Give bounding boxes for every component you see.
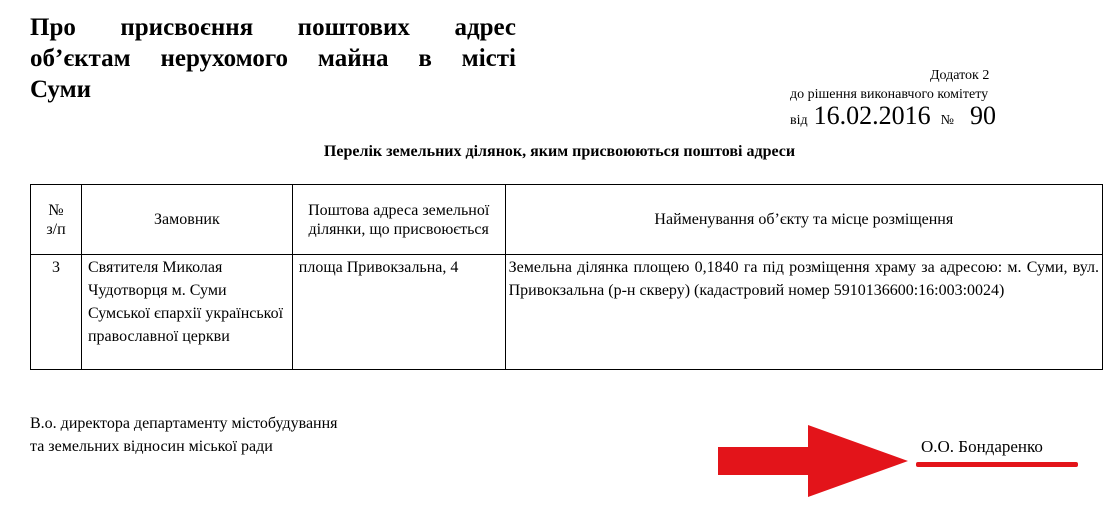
title-line-2	[30, 43, 516, 74]
red-underline-mark	[916, 462, 1078, 467]
parcels-table	[30, 184, 1103, 370]
annex-subtitle: до рішення виконавчого комітету	[790, 87, 989, 102]
red-arrow-icon	[718, 425, 908, 497]
table-header-row	[31, 185, 1103, 255]
arrow-shape	[718, 425, 908, 497]
annex-number: 90	[969, 101, 996, 130]
document-title	[30, 12, 516, 105]
header-number: № з/п	[31, 185, 82, 255]
title-word: присвоєння	[120, 14, 254, 41]
table-row	[31, 255, 1103, 370]
annex-date: 16.02.2016	[813, 101, 931, 130]
title-word: в	[418, 45, 432, 72]
signer-name: О.О. Бондаренко	[921, 437, 1043, 456]
title-line-3: Суми	[30, 76, 92, 103]
title-word: адрес	[454, 14, 516, 41]
header-description: Найменування об’єкту та місце розміщення	[505, 185, 1102, 255]
annex-date-line	[790, 103, 1050, 130]
cell-number: 3	[31, 255, 82, 370]
title-word: об’єктам	[30, 45, 131, 72]
annex-from-word: від	[790, 113, 808, 128]
cell-description: Земельна ділянка площею 0,1840 га під розміщення храму за адресою: м. Суми, вул. Привокзальна (р-н скверу) (кадастровий номер 5910136600:16:003:0024)	[505, 255, 1102, 370]
title-word: Про	[30, 14, 76, 41]
parcels-table-wrapper	[30, 184, 1103, 370]
signer-position	[30, 412, 338, 458]
annex-number-sign: №	[940, 113, 954, 128]
title-word: нерухомого	[160, 45, 289, 72]
title-word: майна	[317, 45, 389, 72]
title-word: поштових	[297, 14, 410, 41]
annex-block	[790, 66, 1050, 130]
title-word: місті	[461, 45, 516, 72]
signer-line-2: та земельних відносин міської ради	[30, 438, 273, 455]
header-customer: Замовник	[81, 185, 292, 255]
header-address: Поштова адреса земельної ділянки, що присвоюється	[292, 185, 505, 255]
annex-label: Додаток 2	[930, 68, 990, 83]
cell-customer: Святителя Миколая Чудотворця м. Суми Сумської єпархії української православної церкви	[81, 255, 292, 370]
signer-line-1: В.о. директора департаменту містобудування	[30, 415, 338, 432]
cell-address: площа Привокзальна, 4	[292, 255, 505, 370]
document-heading: Перелік земельних ділянок, яким присвоюються поштові адреси	[323, 143, 796, 160]
title-line-1	[30, 12, 516, 43]
